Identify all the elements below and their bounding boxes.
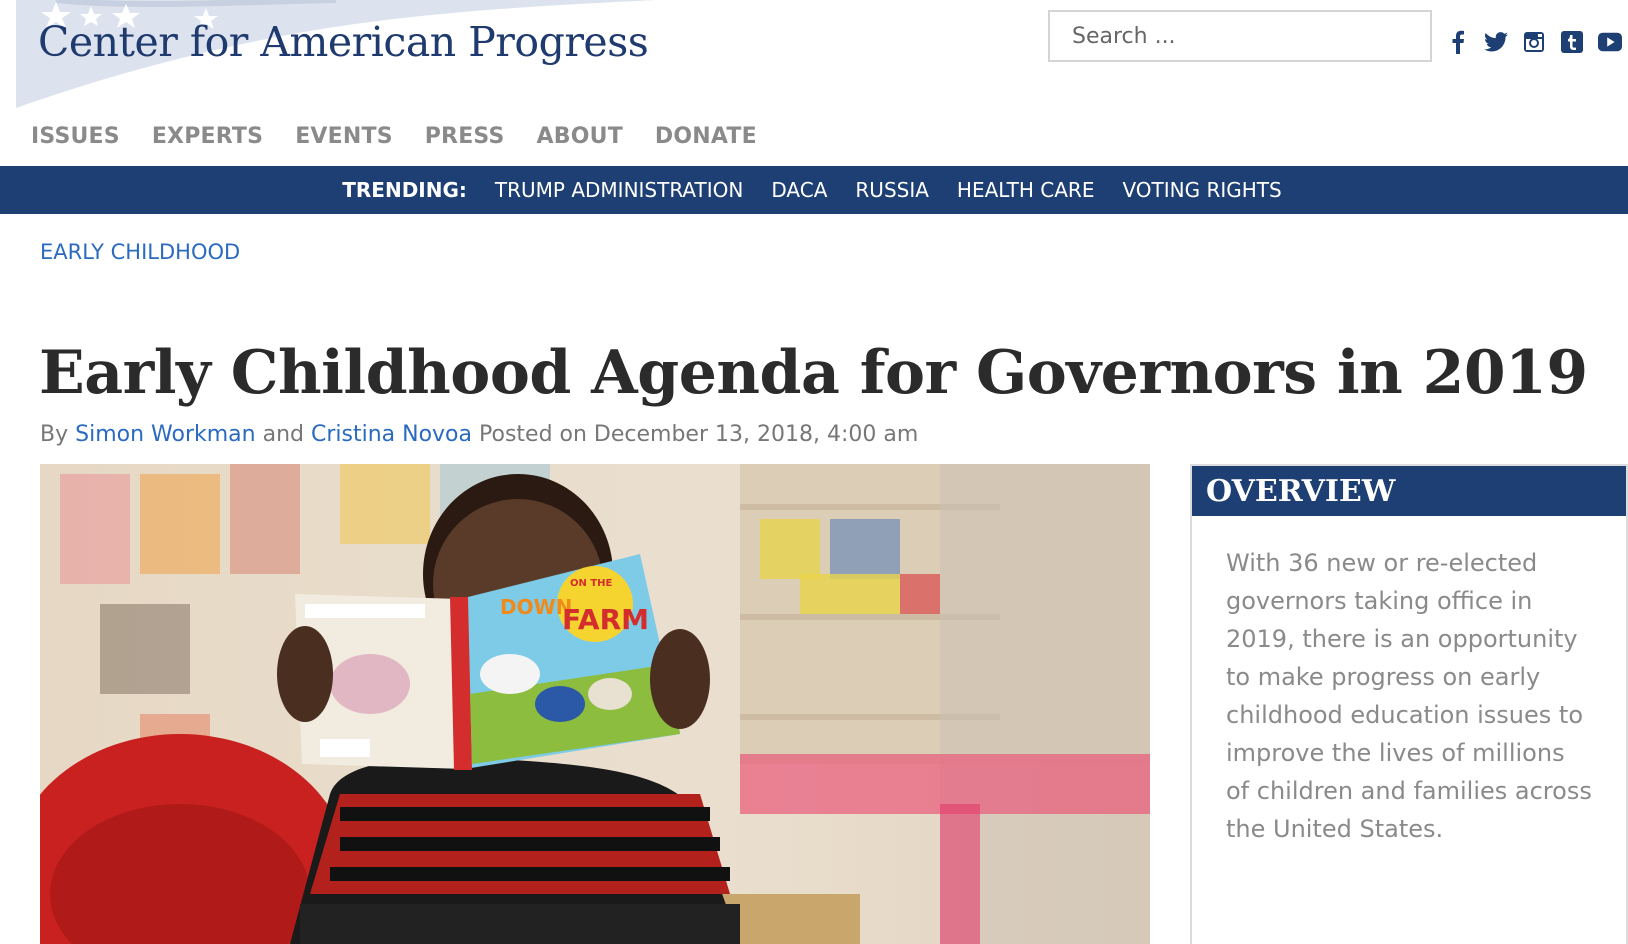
site-header — [0, 0, 1628, 166]
trending-link-health-care[interactable]: HEALTH CARE — [956, 178, 1095, 202]
byline-and: and — [262, 422, 304, 447]
overview-body: With 36 new or re-elected governors taking office in 2019, there is an opportunity to make progress on early childhood education issues to improve the lives of millions of children and families across the United States. — [1226, 549, 1592, 843]
overview-heading: OVERVIEW — [1192, 466, 1626, 516]
author-link-cristina-novoa[interactable]: Cristina Novoa — [310, 422, 472, 447]
nav-item-experts[interactable]: EXPERTS — [151, 124, 264, 149]
youtube-icon[interactable] — [1598, 30, 1622, 54]
nav-item-press[interactable]: PRESS — [424, 124, 505, 149]
tumblr-icon[interactable] — [1560, 30, 1584, 54]
trending-label: TRENDING: — [342, 178, 467, 202]
nav-item-donate[interactable]: DONATE — [654, 124, 757, 149]
author-link-simon-workman[interactable]: Simon Workman — [75, 422, 256, 447]
trending-link-daca[interactable]: DACA — [771, 178, 828, 202]
trending-link-voting-rights[interactable]: VOTING RIGHTS — [1122, 178, 1282, 202]
hero-image — [40, 464, 1150, 944]
site-logo[interactable] — [16, 0, 656, 110]
book-title-line1: DOWN — [500, 595, 573, 619]
byline — [40, 422, 918, 447]
search-input[interactable] — [1050, 12, 1430, 60]
twitter-icon[interactable] — [1484, 30, 1508, 54]
facebook-icon[interactable] — [1446, 30, 1470, 54]
nav-item-about[interactable]: ABOUT — [536, 124, 623, 149]
trending-link-russia[interactable]: RUSSIA — [855, 178, 929, 202]
book-title-line2: ON THE — [570, 578, 613, 589]
byline-by: By — [40, 422, 69, 447]
search-box[interactable] — [1048, 10, 1432, 62]
posted-date: Posted on December 13, 2018, 4:00 am — [479, 422, 919, 447]
instagram-icon[interactable] — [1522, 30, 1546, 54]
article-title: Early Childhood Agenda for Governors in 2019 — [39, 338, 1588, 408]
social-links — [1446, 30, 1622, 54]
main-nav — [31, 124, 789, 149]
book-title-line3: FARM — [562, 603, 650, 636]
trending-link-trump-administration[interactable]: TRUMP ADMINISTRATION — [494, 178, 744, 202]
child-reading-photo — [40, 464, 1150, 944]
trending-bar — [0, 166, 1628, 214]
overview-panel — [1190, 464, 1628, 944]
category-link[interactable]: EARLY CHILDHOOD — [40, 240, 241, 264]
nav-item-issues[interactable]: ISSUES — [31, 124, 120, 149]
nav-item-events[interactable]: EVENTS — [295, 124, 393, 149]
logo-wordmark: Center for American Progress — [38, 18, 649, 66]
